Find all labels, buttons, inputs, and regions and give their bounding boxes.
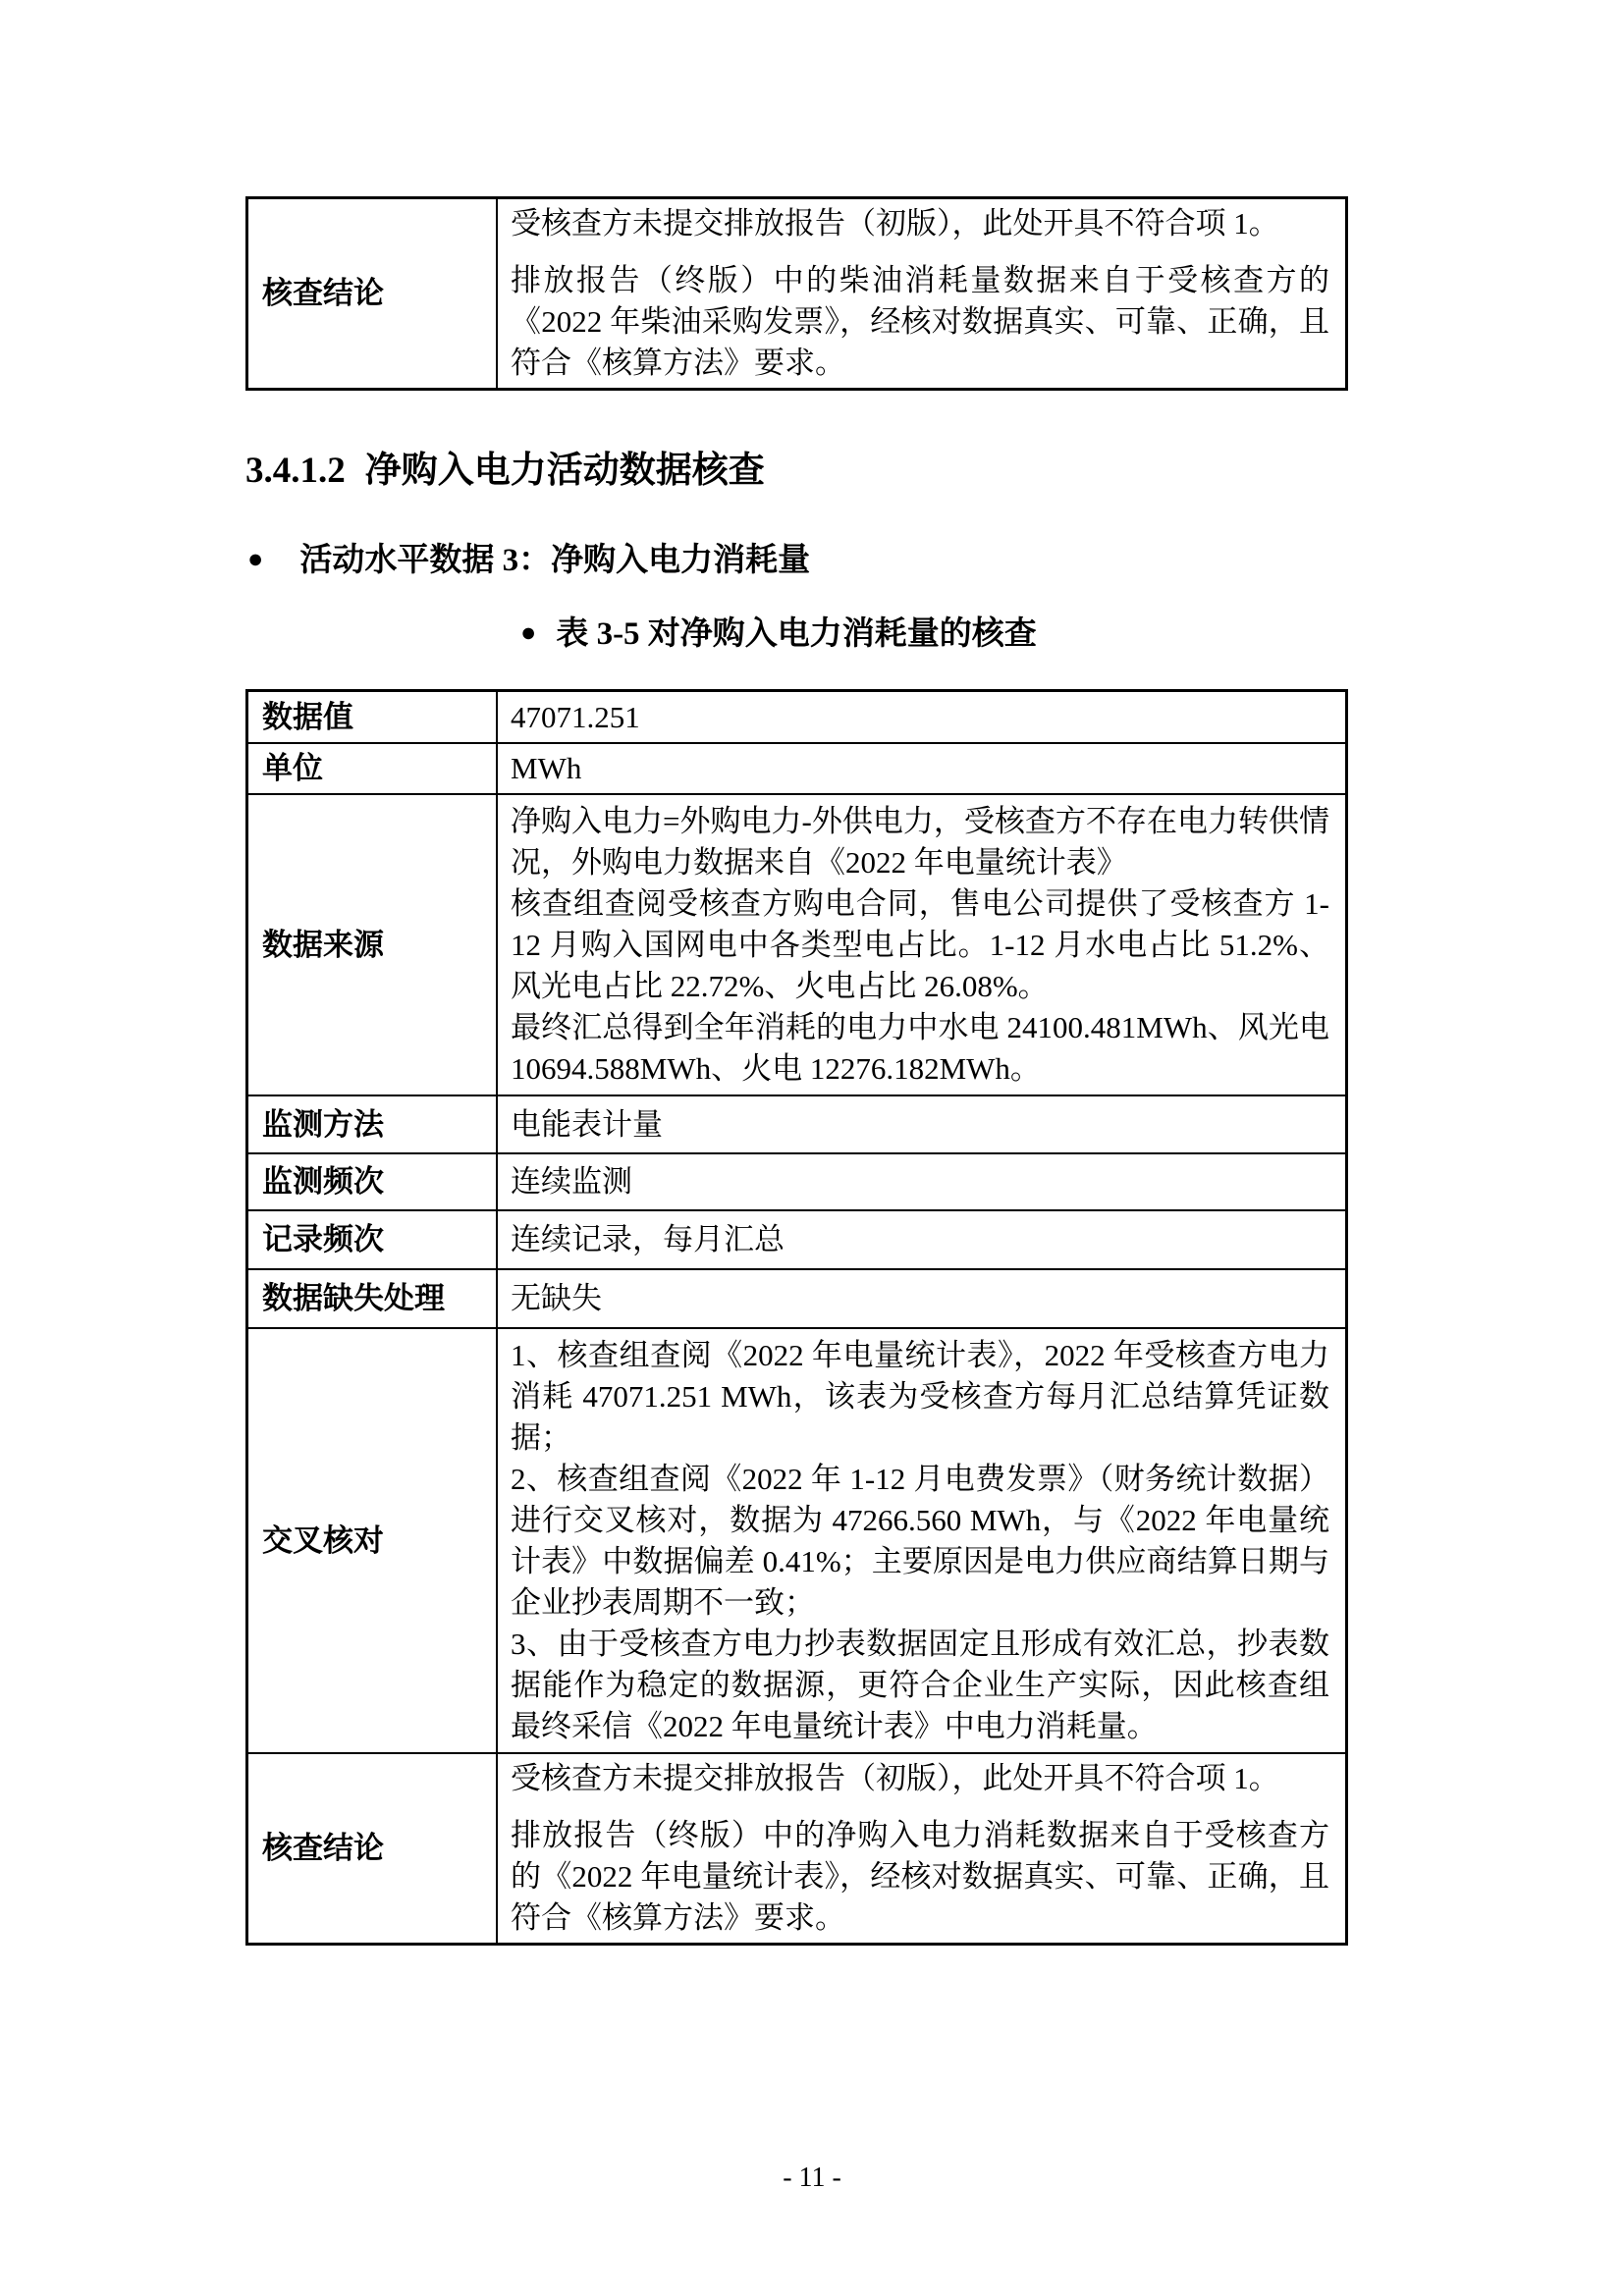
row-label-text: 数据值 <box>262 699 353 734</box>
row-label <box>248 199 498 388</box>
row-label <box>248 1154 498 1209</box>
paragraph: 2、核查组查阅《2022 年 1-12 月电费发票》（财务统计数据）进行交叉核对，数据为 47266.560 MWh，与《2022 年电量统计表》中数据偏差 0.41%；主要原因是电力供应商结算日期与企业抄表周期不一致； <box>511 1461 1329 1620</box>
verification-table <box>245 689 1348 1946</box>
row-label-text: 核查结论 <box>262 276 384 310</box>
row-content <box>498 1154 1345 1209</box>
paragraph: 3、由于受核查方电力抄表数据固定且形成有效汇总，抄表数据能作为稳定的数据源，更符合企业生产实际，因此核查组最终采信《2022 年电量统计表》中电力消耗量。 <box>511 1626 1329 1743</box>
row-content <box>498 199 1345 388</box>
paragraph: 排放报告（终版）中的柴油消耗量数据来自于受核查方的《2022 年柴油采购发票》，经核对数据真实、可靠、正确，且符合《核算方法》要求。 <box>511 263 1329 380</box>
row-content <box>498 1096 1345 1152</box>
row-label <box>248 1270 498 1327</box>
table-caption <box>520 613 1037 654</box>
paragraph: 连续记录，每月汇总 <box>511 1222 785 1256</box>
paragraph: 排放报告（终版）中的净购入电力消耗数据来自于受核查方的《2022 年电量统计表》，经核对数据真实、可靠、正确，且符合《核算方法》要求。 <box>511 1818 1329 1935</box>
continued-verification-table <box>245 196 1348 391</box>
row-label <box>248 1329 498 1752</box>
bullet-icon: ● <box>247 544 264 573</box>
table-row-missing-data <box>248 1268 1345 1327</box>
table-row-conclusion <box>248 1752 1345 1943</box>
paragraph: 受核查方未提交排放报告（初版），此处开具不符合项 1。 <box>511 206 1279 240</box>
row-content <box>498 1270 1345 1327</box>
row-label <box>248 744 498 793</box>
paragraph: 1、核查组查阅《2022 年电量统计表》，2022 年受核查方电力消耗 47071.251 MWh，该表为受核查方每月汇总结算凭证数据； <box>511 1337 1329 1455</box>
row-content <box>498 795 1345 1095</box>
row-label-text: 交叉核对 <box>262 1522 384 1558</box>
activity-data-bullet <box>247 539 810 580</box>
row-label-text: 核查结论 <box>262 1831 384 1865</box>
page-number: - 11 - <box>783 2163 841 2193</box>
row-label <box>248 1754 498 1943</box>
row-label-text: 监测频次 <box>262 1164 384 1199</box>
paragraph: MWh <box>511 751 582 785</box>
paragraph: 电能表计量 <box>511 1106 663 1142</box>
table-row-cross-check <box>248 1327 1345 1752</box>
row-label <box>248 692 498 742</box>
row-content <box>498 1754 1345 1943</box>
paragraph: 受核查方未提交排放报告（初版），此处开具不符合项 1。 <box>511 1761 1279 1795</box>
table-caption-text: 表 3-5 对净购入电力消耗量的核查 <box>556 616 1037 652</box>
row-content <box>498 744 1345 793</box>
table-row-monitoring-frequency <box>248 1152 1345 1209</box>
row-content <box>498 1329 1345 1752</box>
table-row-monitoring-method <box>248 1095 1345 1152</box>
paragraph: 连续监测 <box>511 1164 632 1199</box>
table-row-unit <box>248 742 1345 793</box>
table-row-data-source <box>248 793 1345 1095</box>
activity-data-label: 活动水平数据 3：净购入电力消耗量 <box>299 543 811 578</box>
row-label-text: 数据缺失处理 <box>262 1281 445 1315</box>
paragraph: 核查组查阅受核查方购电合同，售电公司提供了受核查方 1-12 月购入国网电中各类型电占比。1-12 月水电占比 51.2%、风光电占比 22.72%、火电占比 26.08%。 <box>511 885 1329 1003</box>
paragraph: 净购入电力=外购电力-外供电力，受核查方不存在电力转供情况，外购电力数据来自《2022 年电量统计表》 <box>511 803 1329 880</box>
row-label-text: 监测方法 <box>262 1106 384 1142</box>
table-row-conclusion <box>248 199 1345 388</box>
section-title: 净购入电力活动数据核查 <box>364 451 765 491</box>
row-content <box>498 1211 1345 1268</box>
table-row-record-frequency <box>248 1209 1345 1268</box>
section-heading <box>245 450 765 493</box>
paragraph: 最终汇总得到全年消耗的电力中水电 24100.481MWh、风光电 10694.588MWh、火电 12276.182MWh。 <box>511 1009 1329 1086</box>
paragraph: 47071.251 <box>511 699 640 734</box>
row-label-text: 单位 <box>262 751 323 785</box>
row-label <box>248 795 498 1095</box>
row-label-text: 数据来源 <box>262 927 384 962</box>
paragraph: 无缺失 <box>511 1281 602 1315</box>
bullet-icon: ● <box>520 617 537 647</box>
table-row-data-value <box>248 692 1345 742</box>
row-label <box>248 1211 498 1268</box>
row-content <box>498 692 1345 742</box>
row-label-text: 记录频次 <box>262 1222 384 1256</box>
row-label <box>248 1096 498 1152</box>
section-number: 3.4.1.2 <box>245 451 346 491</box>
